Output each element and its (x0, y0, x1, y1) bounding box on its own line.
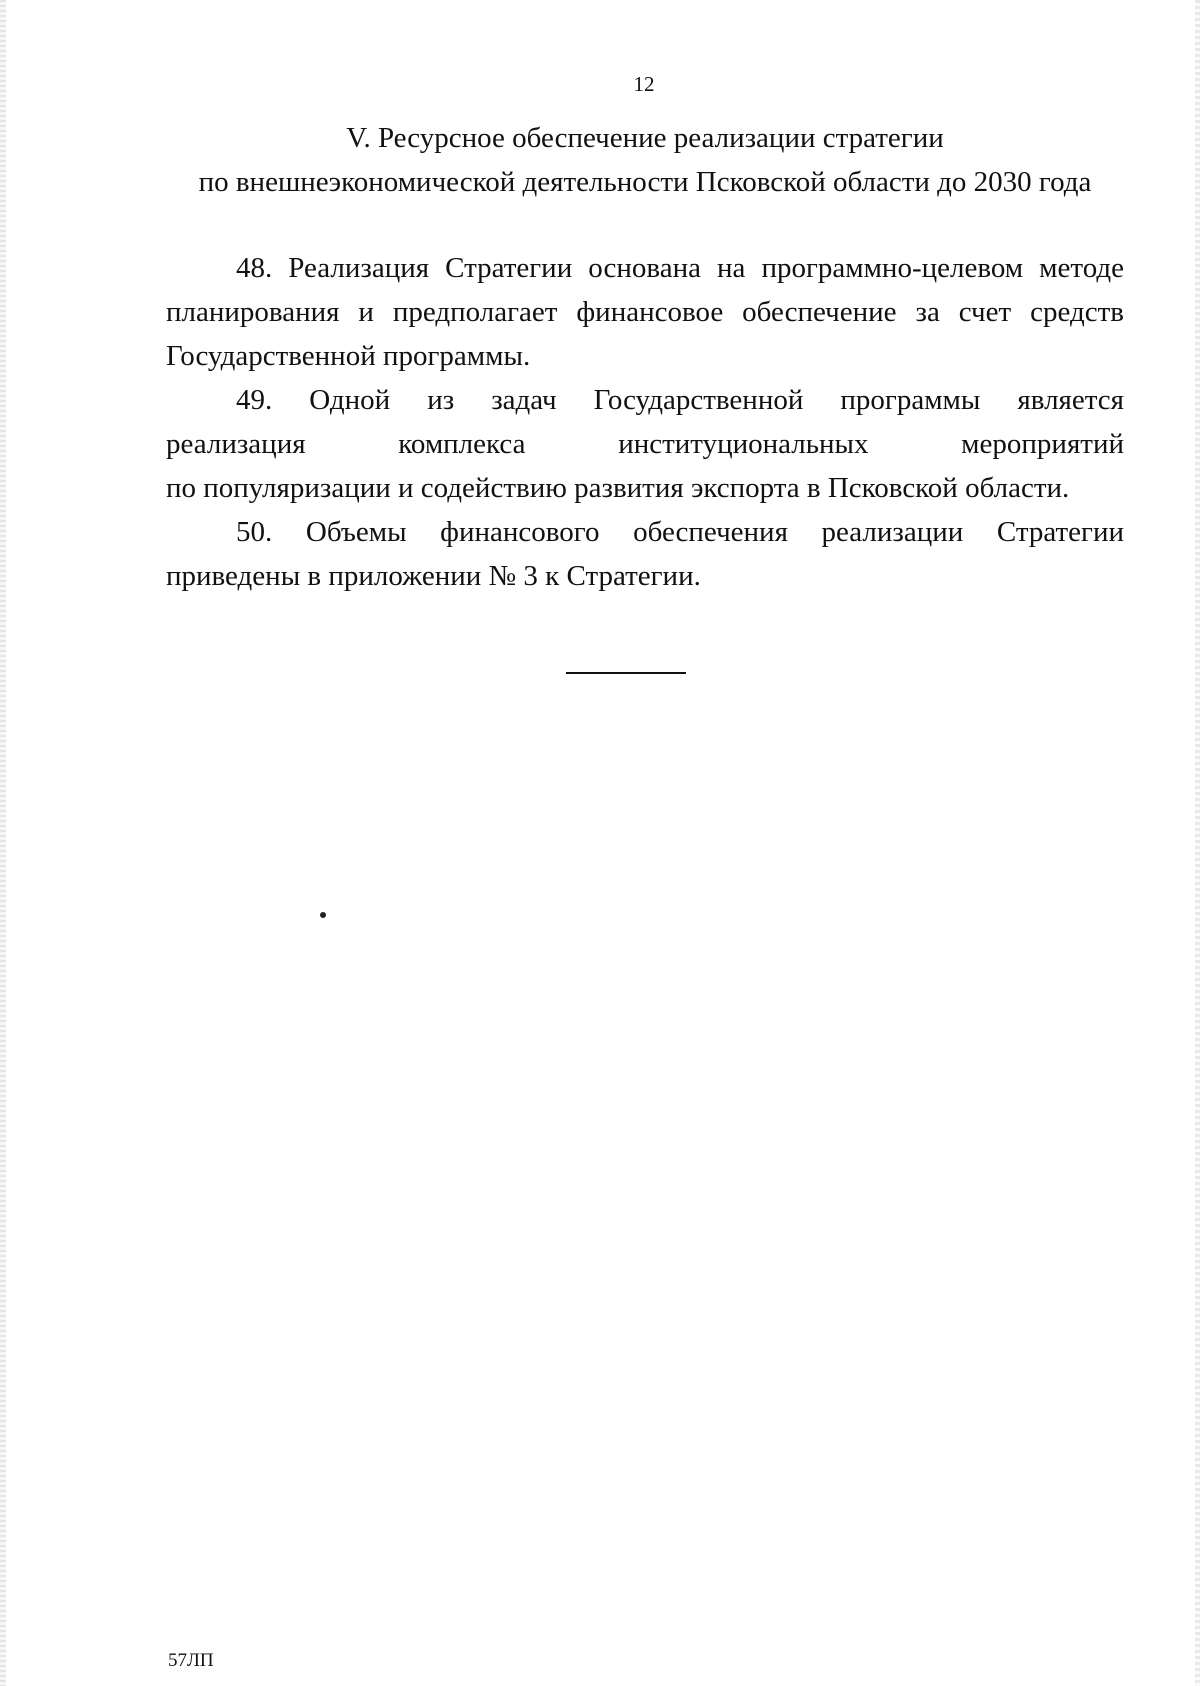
end-of-section-rule (566, 672, 686, 674)
scan-speck (320, 912, 326, 918)
section-heading (165, 116, 1125, 204)
paragraph-50 (166, 510, 1124, 598)
paragraph-line: 50. Объемы финансового обеспечения реализации Стратегии (236, 516, 1124, 548)
paragraph-line: приведены в приложении № 3 к Стратегии. (166, 560, 701, 592)
scan-edge-right (1195, 0, 1200, 1686)
page-number: 12 (633, 72, 655, 96)
paragraph-line: Государственной программы. (166, 340, 531, 372)
paragraph-line: планирования и предполагает финансовое обеспечение за счет средств (166, 296, 1124, 328)
paragraph-line: по популяризации и содействию развития экспорта в Псковской области. (166, 472, 1070, 504)
section-heading-line-2: по внешнеэкономической деятельности Псковской области до 2030 года (198, 166, 1092, 198)
paragraph-line: 48. Реализация Стратегии основана на программно-целевом методе (236, 252, 1124, 284)
paragraph-48 (166, 246, 1124, 378)
scan-edge-left (0, 0, 6, 1686)
paragraph-49 (166, 378, 1124, 510)
paragraph-line: реализация комплекса институциональных мероприятий (166, 428, 1124, 460)
footer-code: 57ЛП (168, 1650, 214, 1671)
paragraph-line: 49. Одной из задач Государственной программы является (236, 384, 1124, 416)
body-text (166, 246, 1124, 598)
section-heading-line-1: V. Ресурсное обеспечение реализации стратегии (346, 122, 944, 154)
